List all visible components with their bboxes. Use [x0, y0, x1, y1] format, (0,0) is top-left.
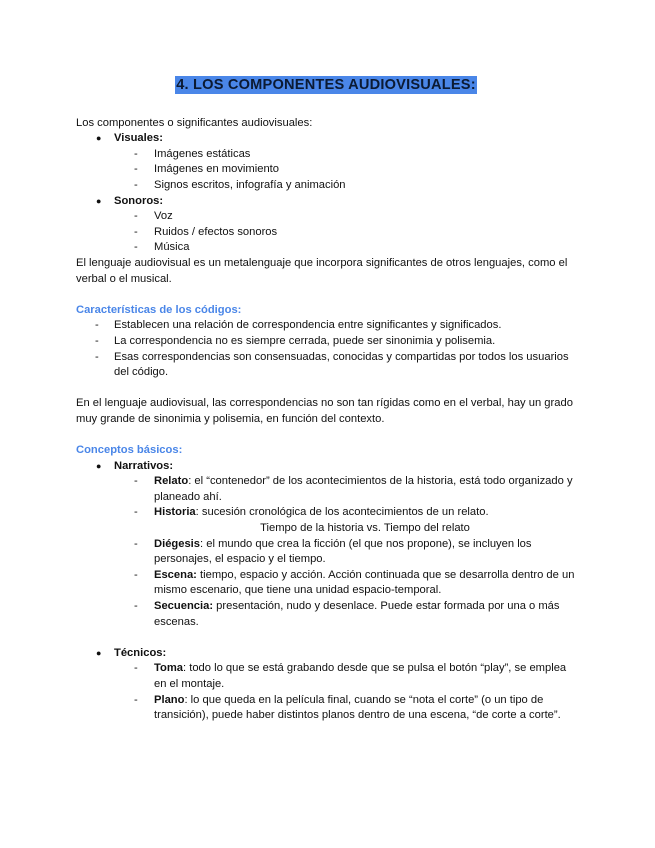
term: Historia — [154, 506, 196, 519]
intro-text: Los componentes o significantes audiovisuales: — [76, 116, 313, 129]
bullet-icon: ● — [96, 460, 102, 471]
dash-icon: - — [134, 662, 138, 675]
bullet-icon: ● — [96, 647, 102, 658]
metalanguage-text: El lenguaje audiovisual es un metalenguaje que incorpora significantes de otros lenguajes, como el verbal o el musical. — [76, 256, 568, 285]
list-item: - Voz — [76, 209, 576, 225]
list-item: - Música — [76, 240, 576, 256]
dash-icon: - — [95, 319, 99, 332]
dash-icon: - — [134, 147, 138, 160]
list-item: - Toma: todo lo que se está grabando desde que se pulsa el botón “play”, se emplea en el montaje. — [134, 662, 567, 690]
codes-list — [76, 318, 576, 380]
list-item: - Historia: sucesión cronológica de los acontecimientos de un relato. — [76, 505, 576, 521]
dash-icon: - — [95, 334, 99, 347]
list-item: - Escena: tiempo, espacio y acción. Acción continuada que se desarrolla dentro de un mismo escenario, que tiene una unidad espacio-temporal. — [134, 568, 575, 597]
component-visual — [76, 131, 576, 147]
components-list — [76, 131, 576, 147]
list-item: - Secuencia: presentación, nudo y desenlace. Puede estar formada por una o más escenas. — [134, 600, 560, 628]
component-sound — [76, 194, 576, 210]
component-label: Sonoros: — [114, 194, 164, 207]
document-page — [76, 76, 576, 724]
concept-narrative — [76, 459, 576, 475]
list-item: - Imágenes en movimiento — [76, 162, 576, 178]
visual-items — [76, 147, 576, 194]
sound-items — [76, 209, 576, 256]
dash-icon: - — [134, 225, 138, 238]
codes-heading: Características de los códigos: — [76, 303, 242, 316]
narrative-items — [76, 537, 576, 631]
dash-icon: - — [134, 693, 138, 706]
dash-icon: - — [134, 178, 138, 191]
term: Relato — [154, 475, 189, 488]
list-item: - Esas correspondencias son consensuadas, conocidas y compartidas por todos los usuarios del código. — [95, 350, 569, 379]
term: Escena: — [154, 568, 197, 581]
title-wrap — [76, 76, 576, 95]
time-comparison: Tiempo de la historia vs. Tiempo del relato — [260, 522, 470, 535]
list-item: - Ruidos / efectos sonoros — [76, 225, 576, 241]
bullet-icon: ● — [96, 133, 102, 144]
dash-icon: - — [134, 506, 138, 519]
term: Diégesis — [154, 537, 201, 550]
list-item: - Diégesis: el mundo que crea la ficción (el que nos propone), se incluyen los personajes, el espacio y el tiempo. — [134, 537, 532, 566]
page-title: 4. LOS COMPONENTES AUDIOVISUALES: — [176, 77, 476, 93]
component-label: Visuales: — [114, 132, 163, 145]
dash-icon: - — [134, 241, 138, 254]
bullet-icon: ● — [96, 195, 102, 206]
dash-icon: - — [134, 537, 138, 550]
narrative-items — [76, 474, 576, 521]
list-item: - Plano: lo que queda en la película final, cuando se “nota el corte” (o un tipo de transición), puede haber distintos planos dentro de una escena, “de corte a corte”. — [134, 693, 561, 722]
concepts-heading: Conceptos básicos: — [76, 444, 183, 457]
components-list — [76, 194, 576, 210]
dash-icon: - — [134, 475, 138, 488]
concepts-list — [76, 459, 576, 475]
concepts-list — [76, 646, 576, 662]
list-item: - Establecen una relación de correspondencia entre significantes y significados. — [76, 318, 576, 334]
list-item: - La correspondencia no es siempre cerrada, puede ser sinonimia y polisemia. — [76, 334, 576, 350]
list-item: - Imágenes estáticas — [76, 147, 576, 163]
list-item: - Relato: el “contenedor” de los acontecimientos de la historia, está todo organizado y planeado ahí. — [134, 475, 573, 503]
term: Secuencia: — [154, 600, 214, 612]
technical-items — [76, 661, 576, 723]
dash-icon: - — [134, 163, 138, 176]
dash-icon: - — [134, 600, 138, 612]
dash-icon: - — [95, 350, 99, 363]
concept-label: Narrativos: — [114, 459, 174, 472]
dash-icon: - — [134, 210, 138, 223]
term: Plano — [154, 693, 185, 706]
verbal-comparison-text: En el lenguaje audiovisual, las correspondencias no son tan rígidas como en el verbal, hay un grado muy grande de sinonimia y polisemia, en función del contexto. — [76, 397, 573, 425]
concept-technical — [76, 646, 576, 662]
dash-icon: - — [134, 568, 138, 581]
term: Toma — [154, 662, 184, 675]
concept-label: Técnicos: — [114, 646, 167, 659]
list-item: - Signos escritos, infografía y animación — [76, 178, 576, 194]
